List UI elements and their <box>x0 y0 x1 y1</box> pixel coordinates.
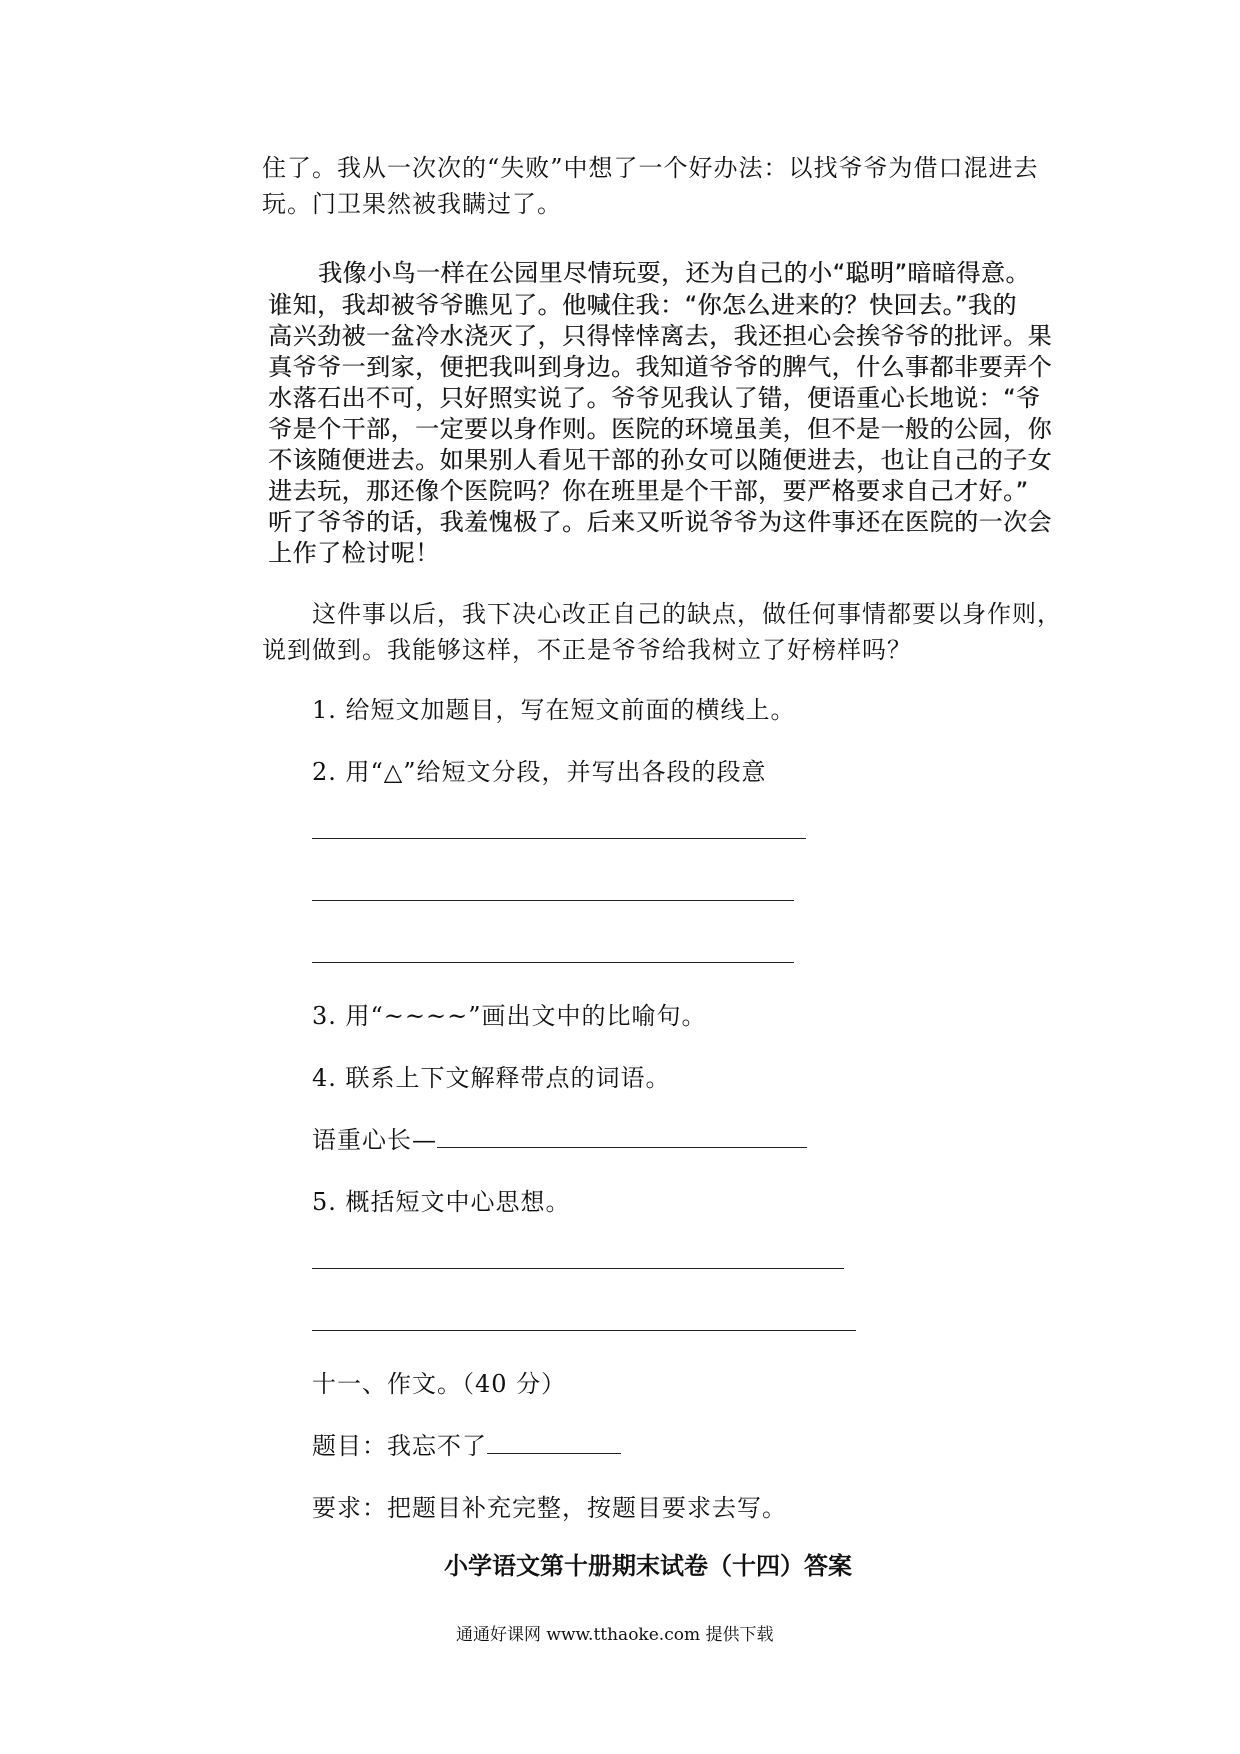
composition-requirement: 要求：把题目补充完整，按题目要求去写。 <box>312 1494 787 1522</box>
page-footer: 通通好课网 www.tthaoke.com 提供下载 <box>456 1625 774 1645</box>
answer-blank-q2-2[interactable] <box>312 900 794 901</box>
composition-heading: 十一、作文。（40 分） <box>312 1370 567 1398</box>
scanned-line: 听了爷爷的话，我羞愧极了。后来又听说爷爷为这件事还在医院的一次会 <box>268 508 1052 536</box>
question-2: 2. 用“△”给短文分段，并写出各段的段意 <box>312 758 767 786</box>
scanned-line: 上作了检讨呢！ <box>268 539 440 567</box>
scanned-line: 水落石出不可，只好照实说了。爷爷见我认了错，便语重心长地说：“爷 <box>268 384 1041 412</box>
scanned-line: 爷是个干部，一定要以身作则。医院的环境虽美，但不是一般的公园，你 <box>268 415 1052 443</box>
passage-intro-line: 住了。我从一次次的“失败”中想了一个好办法：以找爷爷为借口混进去 <box>262 154 1039 182</box>
question-3: 3. 用“~~~~”画出文中的比喻句。 <box>312 1002 707 1030</box>
term-label: 语重心长— <box>312 1126 437 1154</box>
passage-intro-line: 玩。门卫果然被我瞒过了。 <box>262 190 562 218</box>
topic-label: 题目：我忘不了 <box>312 1432 487 1460</box>
scanned-line: 我像小鸟一样在公园里尽情玩耍，还为自己的小“聪明”暗暗得意。 <box>318 259 1030 287</box>
question-4: 4. 联系上下文解释带点的词语。 <box>312 1064 671 1092</box>
answer-blank-q2-3[interactable] <box>312 962 794 963</box>
scanned-line: 真爷爷一到家，便把我叫到身边。我知道爷爷的脾气，什么事都非要弄个 <box>268 353 1052 381</box>
scanned-line: 谁知，我却被爷爷瞧见了。他喊住我：“你怎么进来的？快回去。”我的 <box>268 291 1017 319</box>
answer-key-title: 小学语文第十册期末试卷（十四）答案 <box>444 1551 852 1580</box>
question-1: 1. 给短文加题目，写在短文前面的横线上。 <box>312 696 796 724</box>
answer-blank-topic[interactable] <box>487 1453 621 1454</box>
question-4-term <box>312 1124 807 1156</box>
composition-topic <box>312 1430 621 1462</box>
answer-blank-q5-1[interactable] <box>312 1268 844 1269</box>
answer-blank-q4[interactable] <box>437 1147 807 1148</box>
answer-blank-q2-1[interactable] <box>312 838 806 839</box>
passage-closing-line: 说到做到。我能够这样，不正是爷爷给我树立了好榜样吗？ <box>262 636 912 664</box>
scanned-line: 不该随便进去。如果别人看见干部的孙女可以随便进去，也让自己的子女 <box>268 446 1052 474</box>
passage-closing-line: 这件事以后，我下决心改正自己的缺点，做任何事情都要以身作则， <box>312 600 1062 628</box>
scanned-line: 高兴劲被一盆冷水浇灭了，只得悻悻离去，我还担心会挨爷爷的批评。果 <box>268 322 1052 350</box>
scanned-line: 进去玩，那还像个医院吗？你在班里是个干部，要严格要求自己才好。” <box>268 477 1029 505</box>
question-5: 5. 概括短文中心思想。 <box>312 1188 571 1216</box>
answer-blank-q5-2[interactable] <box>312 1330 856 1331</box>
